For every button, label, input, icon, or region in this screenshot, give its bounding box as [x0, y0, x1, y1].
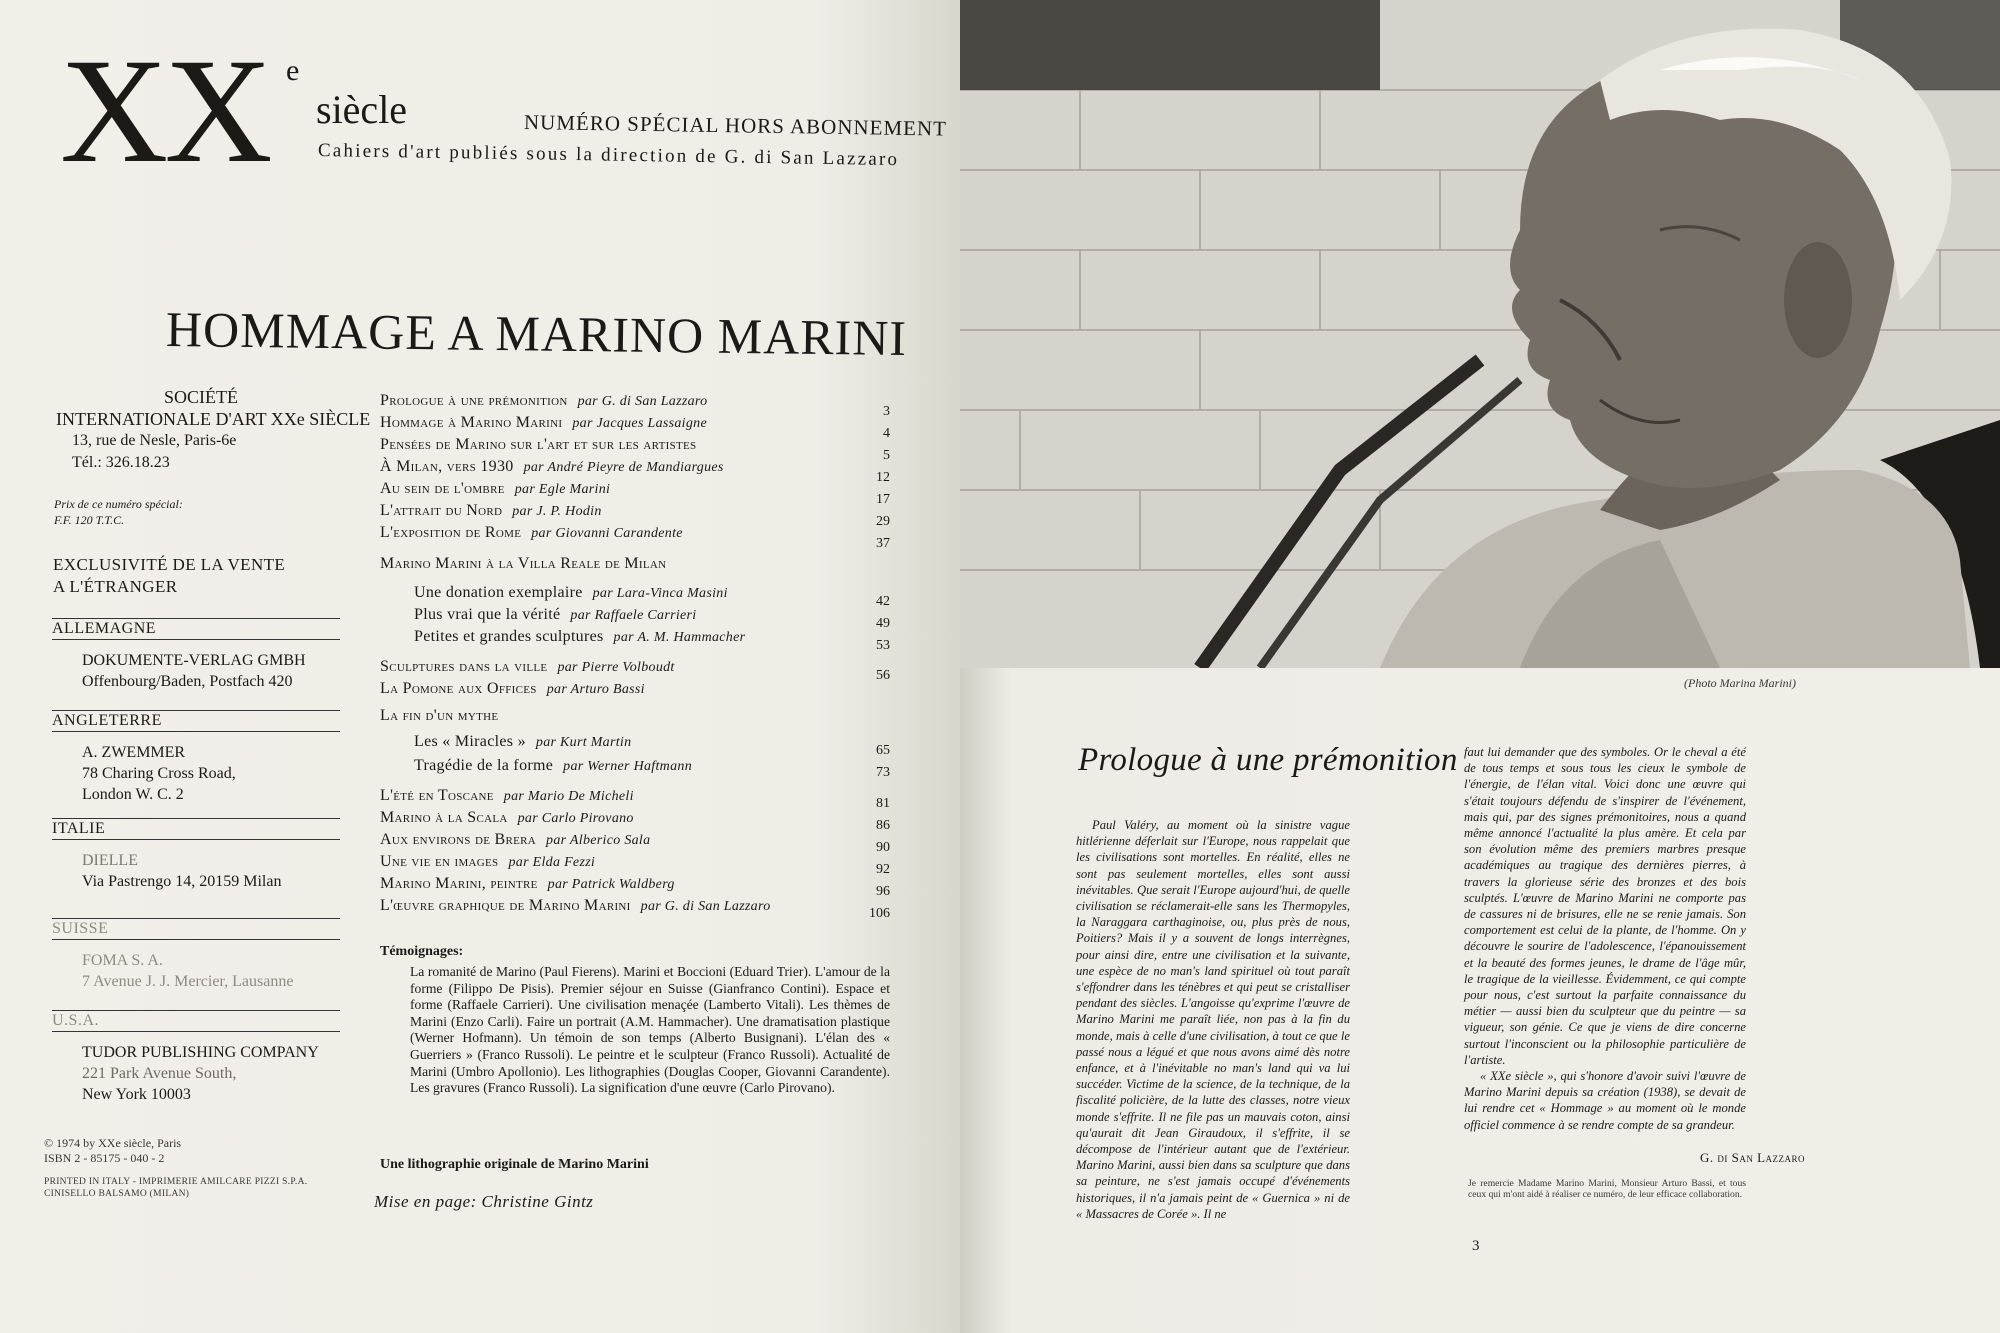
toc-page-number: 3 [883, 404, 890, 419]
lithographie-note: Une lithographie originale de Marino Marini [380, 1157, 649, 1172]
distributor-switzerland [52, 918, 340, 992]
toc-entry-author: par Giovanni Carandente [531, 526, 683, 541]
toc-entry-title: L'œuvre graphique de Marino Marini [380, 897, 631, 914]
distributor-england [52, 710, 340, 805]
exclusivity-block [53, 554, 285, 598]
article-title: Prologue à une prémonition [1078, 742, 1458, 778]
page-number: 3 [1472, 1238, 1480, 1254]
portrait-photo-illustration [960, 0, 2000, 668]
toc-entry-author: par Werner Haftmann [563, 759, 692, 774]
toc-entry-author: par Pierre Volboudt [557, 660, 675, 675]
copyright-line2: ISBN 2 - 85175 - 040 - 2 [44, 1151, 165, 1165]
acknowledgement: Je remercie Madame Marino Marini, Monsieur Arturo Bassi, et tous ceux qui m'ont aidé à réaliser ce numéro, de leur efficace collaboration. [1468, 1178, 1746, 1200]
toc-page-number: 96 [876, 884, 890, 899]
toc-page-number: 65 [876, 743, 890, 758]
toc-entry-title: La fin d'un mythe [380, 707, 499, 724]
toc-entry-author: par André Pieyre de Mandiargues [523, 460, 724, 475]
toc-entry-author: par Lara-Vinca Masini [592, 586, 728, 601]
portrait-photo [960, 0, 2000, 668]
printer-line1: PRINTED IN ITALY - IMPRIMERIE AMILCARE PIZZI S.P.A. [44, 1177, 308, 1187]
toc-page-number: 42 [876, 594, 890, 609]
distributor-line: 221 Park Avenue South, [82, 1065, 237, 1082]
distributor-line: A. ZWEMMER [82, 744, 186, 761]
toc-page-number: 53 [876, 638, 890, 653]
toc-page-number: 49 [876, 616, 890, 631]
distributor-germany [52, 618, 340, 692]
distributor-line: New York 10003 [82, 1086, 191, 1103]
toc-entry [414, 584, 728, 602]
publisher-block [56, 386, 371, 474]
toc-entry [380, 875, 675, 893]
distributor-italy [52, 818, 340, 892]
toc-page-number: 29 [876, 514, 890, 529]
toc-entry-title: L'exposition de Rome [380, 524, 522, 541]
temoignages-heading: Témoignages: [380, 944, 464, 959]
toc-entry-author: par Arturo Bassi [546, 682, 645, 697]
toc-entry [380, 831, 650, 849]
toc-entry [380, 414, 707, 432]
masthead-subtitle: siècle [316, 87, 408, 132]
toc-page-number: 86 [876, 818, 890, 833]
editor-line: Cahiers d'art publiés sous la direction de G. di San Lazzaro [317, 140, 900, 171]
country-name: SUISSE [52, 918, 340, 940]
toc-page-number: 90 [876, 840, 890, 855]
toc-entry-author: par G. di San Lazzaro [577, 394, 708, 409]
toc-entry [380, 787, 634, 805]
distributor-line: Offenbourg/Baden, Postfach 420 [82, 673, 293, 690]
publisher-address: 13, rue de Nesle, Paris-6e [72, 432, 237, 449]
article-paragraph: faut lui demander que des symboles. Or le cheval a été de tous temps et sous tous les cieux le symbole de l'énergie, de l'élan vital. Voici donc une œuvre qui s'était toujours défendu de s'inspirer de l'événement, mais qui, par des signes prémonitoires, nous a quand même annoncé l'actualité la plus amère. Et cela par son évolution même des premiers marbres presque académiques au tragique des dernières pierres, à travers la glorieuse série des bronzes et des bois sculptés. L'œuvre de Marino Marini ne comporte pas de cassures ni de brisures, elle ne se renie jamais. Son comportement est celui de la plante, de l'homme. On y découvre le sourire de l'adolescence, l'épanouissement et la beauté des formes jeunes, le drame de l'âge mûr, le tragique de la vieillesse. Évidemment, ce qui compte pour nous, c'est surtout la parfaite connaissance du métier — aussi bien du sculpteur que du peintre — sa vigueur, son génie. Ce que je viens de dire concerne surtout l'inconscient ou la philosophie particulière de l'artiste. [1464, 745, 1746, 1067]
toc-entry-title: Marino Marini à la Villa Reale de Milan [380, 555, 667, 572]
toc-entry [380, 392, 707, 410]
toc-entry-author: par Carlo Pirovano [517, 811, 634, 826]
toc-entry [380, 524, 683, 542]
left-page [0, 0, 960, 1333]
toc-entry [380, 436, 696, 454]
layout-credit: Mise en page: Christine Gintz [374, 1192, 594, 1211]
toc-entry [380, 458, 724, 476]
toc-entry-author: par Jacques Lassaigne [572, 416, 707, 431]
toc-entry-author: par A. M. Hammacher [613, 630, 746, 645]
toc-entry-title: La Pomone aux Offices [380, 680, 537, 697]
printer-block [44, 1176, 307, 1200]
toc-page-number: 37 [876, 536, 890, 551]
exclusivity-line1: EXCLUSIVITÉ DE LA VENTE [53, 555, 286, 574]
toc-page-number: 92 [876, 862, 890, 877]
distributor-line: TUDOR PUBLISHING COMPANY [82, 1044, 319, 1061]
country-name: ITALIE [52, 818, 340, 840]
toc-entry-title: Une vie en images [380, 853, 499, 870]
article-column-2 [1464, 744, 1746, 1133]
toc-entry [414, 628, 745, 646]
toc-entry-author: par Egle Marini [514, 482, 611, 497]
toc-entry [380, 809, 634, 827]
toc-entry-title: Les « Miracles » [414, 733, 526, 750]
toc-entry-title: Plus vrai que la vérité [414, 606, 561, 623]
price-line2: F.F. 120 T.T.C. [54, 513, 125, 527]
toc-page-number: 73 [876, 765, 890, 780]
publisher-line1: SOCIÉTÉ [164, 387, 238, 407]
toc-entry [380, 555, 666, 573]
country-name: ALLEMAGNE [52, 618, 340, 640]
toc-entry [380, 853, 595, 871]
toc-page-number: 4 [883, 426, 890, 441]
toc-entry-author: par Kurt Martin [535, 735, 632, 750]
price-block [54, 496, 183, 528]
distributor-line: FOMA S. A. [82, 952, 163, 969]
toc-entry-title: À Milan, vers 1930 [380, 458, 514, 475]
toc-entry [380, 480, 610, 498]
toc-entry [380, 502, 602, 520]
distributor-line: 78 Charing Cross Road, [82, 765, 236, 782]
toc-entry-title: Marino à la Scala [380, 809, 508, 826]
country-name: ANGLETERRE [52, 710, 340, 732]
toc-entry-title: Au sein de l'ombre [380, 480, 505, 497]
toc-entry-title: Tragédie de la forme [414, 757, 554, 774]
toc-entry-author: par Alberico Sala [546, 833, 651, 848]
toc-entry-author: par Patrick Waldberg [547, 877, 675, 892]
toc-page-number: 12 [876, 470, 890, 485]
masthead-title: XX [60, 28, 269, 194]
toc-entry [414, 757, 692, 775]
right-page [960, 0, 2000, 1333]
copyright-block [44, 1136, 181, 1166]
toc-page-number: 56 [876, 668, 890, 683]
table-of-contents [380, 0, 890, 1333]
toc-entry-title: L'attrait du Nord [380, 502, 503, 519]
article-paragraph: Paul Valéry, au moment où la sinistre vague hitlérienne déferlait sur l'Europe, nous rappelait que les civilisations sont mortelles. En réalité, elles ne sont pas seulement mortelles, elles sont aussi inévitables. Que serait l'Europe aujourd'hui, de quelle civilisation se réclamerait-elle sans les Thermopyles, la Naraggara carthaginoise, ou, plus près de nous, Poitiers? Mais il y a souvent de longs interrègnes, pour ainsi dire, entre une civilisation et la suivante, une espèce de no man's land spirituel où tout paraît s'effondrer dans les ténèbres et qui peut se cristalliser pendant des siècles. L'angoisse qu'exprime l'œuvre de Marino Marini me paraît liée, non pas à la fin du monde, mais à celle d'une civilisation, à tout ce que le passé nous a légué et que nous avons aimé dès notre enfance, et à l'inévitable no man's land qui va lui succéder. Victime de la science, de la technique, de la fiscalité policière, de la lutte des classes, notre vieux monde s'effrite. Il ne file pas un mauvais coton, ainsi qu'aurait dit Jean Giraudoux, il s'effrite, il se décompose de l'intérieur autant que de l'extérieur. Marino Marini, aussi bien dans sa sculpture que dans sa peinture, ne s'est jamais occupé d'événements historiques, il n'a jamais peint de « Guernica » ni de « Massacres de Corée ». Il ne [1076, 818, 1350, 1221]
publisher-line2: INTERNATIONALE D'ART XXe SIÈCLE [56, 409, 371, 429]
toc-page-number: 5 [883, 448, 890, 463]
toc-entry [380, 658, 675, 676]
toc-entry [380, 897, 771, 915]
distributor-line: Via Pastrengo 14, 20159 Milan [82, 873, 282, 890]
toc-entry-author: par G. di San Lazzaro [640, 899, 771, 914]
printer-line2: CINISELLO BALSAMO (MILAN) [44, 1189, 190, 1199]
toc-entry-title: Sculptures dans la ville [380, 658, 548, 675]
publisher-tel: Tél.: 326.18.23 [72, 454, 170, 471]
special-issue-label: NUMÉRO SPÉCIAL HORS ABONNEMENT [523, 110, 948, 141]
toc-entry-title: L'été en Toscane [380, 787, 494, 804]
toc-entry-author: par Raffaele Carrieri [570, 608, 697, 623]
photo-caption: (Photo Marina Marini) [1684, 676, 1796, 690]
toc-entry-title: Pensées de Marino sur l'art et sur les artistes [380, 436, 697, 453]
toc-page-number: 17 [876, 492, 890, 507]
article-column-1 [1076, 817, 1350, 1222]
country-name: U.S.A. [52, 1010, 340, 1032]
masthead-title-sup: e [286, 54, 300, 87]
toc-entry [414, 606, 697, 624]
toc-entry-author: par J. P. Hodin [512, 504, 602, 519]
toc-entry-title: Hommage à Marino Marini [380, 414, 563, 431]
toc-entry-title: Marino Marini, peintre [380, 875, 538, 892]
toc-entry [414, 733, 631, 751]
distributor-usa [52, 1010, 340, 1105]
temoignages-text: La romanité de Marino (Paul Fierens). Marini et Boccioni (Eduard Trier). L'amour de la forme (Filippo De Pisis). Premier séjour en Suisse (Gianfranco Contini). Espace et forme (Raffaele Carrieri). Une civilisation menaçée (Lamberto Vitali). Les thèmes de Marini (Enzo Carli). Faire un portrait (A.M. Hammacher). Une dramatisation plastique (Werner Hofmann). Un témoin de son temps (Alberto Busignani). L'élan des « Guerriers » (Franco Russoli). Le peintre et le sculpteur (Franco Russoli). Actualité de Marini (Umbro Apollonio). Les lithographies (Douglas Cooper, Giovanni Carandente). Les gravures (Franco Russoli). La signification d'une œuvre (Carlo Pirovano). [410, 964, 890, 1096]
toc-page-number: 81 [876, 796, 890, 811]
toc-entry-author: par Elda Fezzi [508, 855, 596, 870]
toc-page-number: 106 [869, 906, 890, 921]
distributor-line: London W. C. 2 [82, 786, 184, 803]
toc-entry-title: Prologue à une prémonition [380, 392, 568, 409]
price-line1: Prix de ce numéro spécial: [54, 497, 183, 511]
distributor-line: DOKUMENTE-VERLAG GMBH [82, 652, 306, 669]
toc-entry [380, 707, 498, 725]
issue-title: HOMMAGE A MARINO MARINI [165, 301, 908, 367]
article-paragraph: « XXe siècle », qui s'honore d'avoir suivi l'œuvre de Marino Marini depuis sa création (1938), se devait de lui rendre cet « Hommage » au moment où le monde officiel commence à se rendre compte de sa grandeur. [1464, 1069, 1746, 1132]
article-signature: G. di San Lazzaro [1700, 1150, 1806, 1165]
distributor-line: 7 Avenue J. J. Mercier, Lausanne [82, 973, 294, 990]
toc-entry [380, 680, 645, 698]
toc-entry-title: Une donation exemplaire [414, 584, 583, 601]
copyright-line1: © 1974 by XXe siècle, Paris [44, 1136, 182, 1150]
exclusivity-line2: A L'ÉTRANGER [53, 577, 178, 596]
toc-entry-author: par Mario De Micheli [503, 789, 634, 804]
distributor-line: DIELLE [82, 852, 138, 869]
toc-entry-title: Petites et grandes sculptures [414, 628, 604, 645]
toc-entry-title: Aux environs de Brera [380, 831, 537, 848]
